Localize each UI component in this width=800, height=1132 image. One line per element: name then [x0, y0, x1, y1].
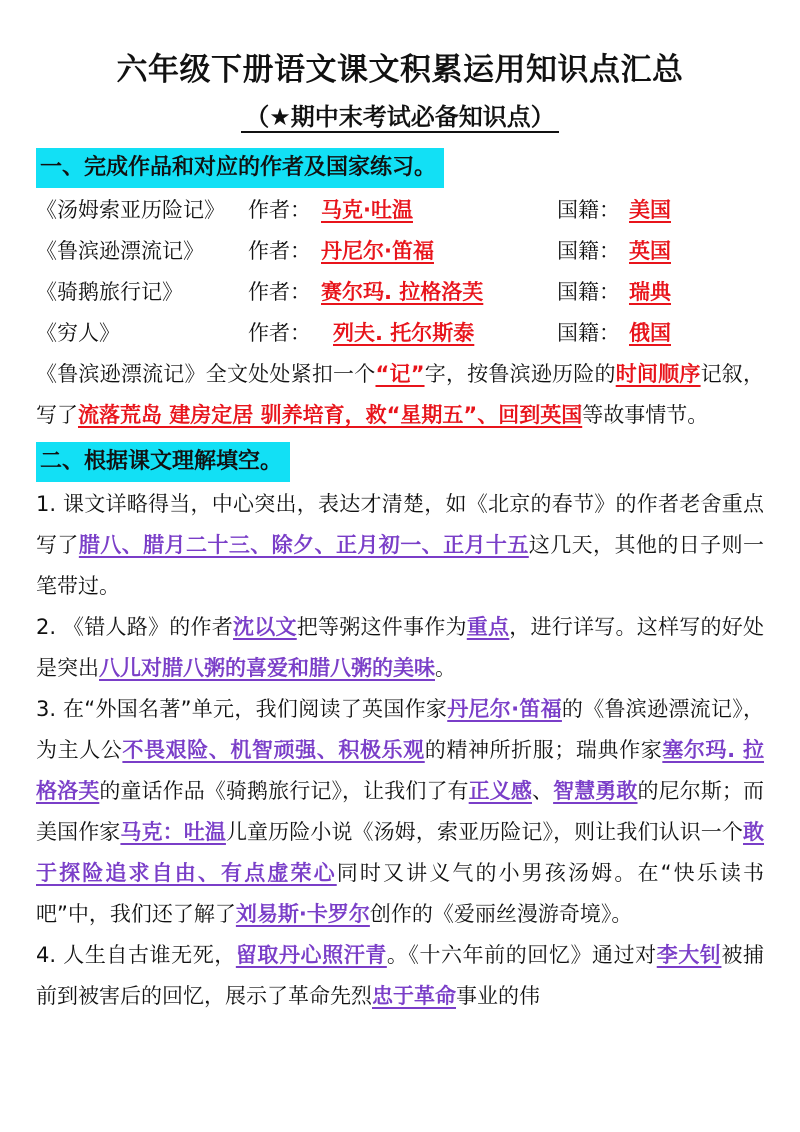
author-label: 作者： [248, 321, 311, 345]
book-title: 《穷人》 [36, 321, 120, 345]
answer-blank: 李大钊 [656, 943, 722, 967]
author-label: 作者： [248, 239, 311, 263]
book-title: 《骑鹅旅行记》 [36, 280, 183, 304]
question-4 [36, 935, 764, 1017]
text: ，进行详写。这样写的好处是突出 [36, 615, 765, 680]
author-answer: 列夫. 托尔斯泰 [333, 321, 475, 345]
text: 记叙，写了 [36, 362, 765, 427]
text: 3. 在“外国名著”单元，我们阅读了英国作家 [36, 697, 448, 721]
answer-blank: 八儿对腊八粥的喜爱和腊八粥的美味 [99, 656, 435, 680]
text: 这几天，其他的日子则一笔带过。 [36, 533, 765, 598]
answer-blank: 沈以文 [232, 615, 297, 639]
answer-blank: 流落荒岛 建房定居 驯养培育，救“星期五”、回到英国 [78, 403, 583, 427]
nation-label: 国籍： [557, 239, 620, 263]
answer-blank: 不畏艰险、机智顽强、积极乐观 [122, 738, 425, 762]
answer-blank: 时间顺序 [615, 362, 701, 386]
author-label: 作者： [248, 198, 311, 222]
answer-blank: “记” [375, 362, 425, 386]
page-subtitle [36, 100, 764, 134]
text: 字，按鲁滨逊历险的 [424, 362, 616, 386]
work-row [36, 190, 764, 231]
answer-blank: 重点 [466, 615, 510, 639]
text: 1. 课文详略得当，中心突出，表达才清楚，如《北京的春节》的作者老舍重点写了 [36, 492, 764, 557]
answer-blank: 正义感 [468, 779, 532, 803]
text: 事业的伟 [456, 984, 540, 1008]
text: 2. 《错人路》的作者 [36, 615, 233, 639]
nation-label: 国籍： [557, 321, 620, 345]
question-2 [36, 607, 764, 689]
work-row [36, 231, 764, 272]
work-row [36, 272, 764, 313]
question-1 [36, 484, 764, 607]
text: 。 [435, 656, 456, 680]
answer-blank: 忠于革命 [372, 984, 456, 1008]
text: 把等粥这件事作为 [296, 615, 467, 639]
answer-blank: 敢于探险追求自由、有点虚荣心 [36, 820, 765, 885]
works-table [36, 190, 764, 354]
text: 、 [531, 779, 554, 803]
work-row [36, 313, 764, 354]
author-answer: 赛尔玛. 拉格洛芙 [321, 280, 484, 304]
nation-label: 国籍： [557, 198, 620, 222]
book-title: 《汤姆索亚历险记》 [36, 198, 225, 222]
text: 同时又讲义气的小男孩汤姆。在“快乐读书吧”中，我们还了解了 [36, 861, 764, 926]
text: 的精神所折服；瑞典作家 [424, 738, 663, 762]
nation-answer: 俄国 [629, 321, 671, 345]
question-3 [36, 689, 764, 935]
section-1-heading: 一、完成作品和对应的作者及国家练习。 [36, 148, 444, 188]
answer-blank: 智慧勇敢 [553, 779, 638, 803]
author-label: 作者： [248, 280, 311, 304]
author-answer: 马克·吐温 [321, 198, 413, 222]
robinson-paragraph [36, 354, 764, 436]
nation-answer: 瑞典 [629, 280, 671, 304]
text: 创作的《爱丽丝漫游奇境》。 [369, 902, 633, 926]
text: 的《鲁滨逊漂流记》，为主人公 [36, 697, 765, 762]
text: 被捕前到被害后的回忆，展示了革命先烈 [36, 943, 765, 1008]
answer-blank: 马克：吐温 [120, 820, 226, 844]
answer-blank: 腊八、腊月二十三、除夕、正月初一、正月十五 [78, 533, 529, 557]
section-2-heading: 二、根据课文理解填空。 [36, 442, 290, 482]
text: 4. 人生自古谁无死， [36, 943, 236, 967]
answer-blank: 刘易斯·卡罗尔 [235, 902, 370, 926]
author-answer: 丹尼尔·笛福 [321, 239, 434, 263]
text: 的尼尔斯；而美国作家 [36, 779, 765, 844]
text: 的童话作品《骑鹅旅行记》，让我们了有 [99, 779, 469, 803]
subtitle-text: （★期中末考试必备知识点） [241, 103, 559, 133]
answer-blank: 丹尼尔·笛福 [447, 697, 562, 721]
text: 儿童历险小说《汤姆，索亚历险记》，则让我们认识一个 [225, 820, 744, 844]
book-title: 《鲁滨逊漂流记》 [36, 239, 204, 263]
text: 。《十六年前的回忆》通过对 [386, 943, 657, 967]
text: 《鲁滨逊漂流记》全文处处紧扣一个 [36, 362, 376, 386]
page-title: 六年级下册语文课文积累运用知识点汇总 [116, 52, 684, 88]
nation-answer: 美国 [629, 198, 671, 222]
answer-blank: 留取丹心照汗青 [235, 943, 387, 967]
text: 等故事情节。 [582, 403, 709, 427]
nation-label: 国籍： [557, 280, 620, 304]
answer-blank: 塞尔玛. 拉格洛芙 [36, 738, 765, 803]
nation-answer: 英国 [629, 239, 671, 263]
